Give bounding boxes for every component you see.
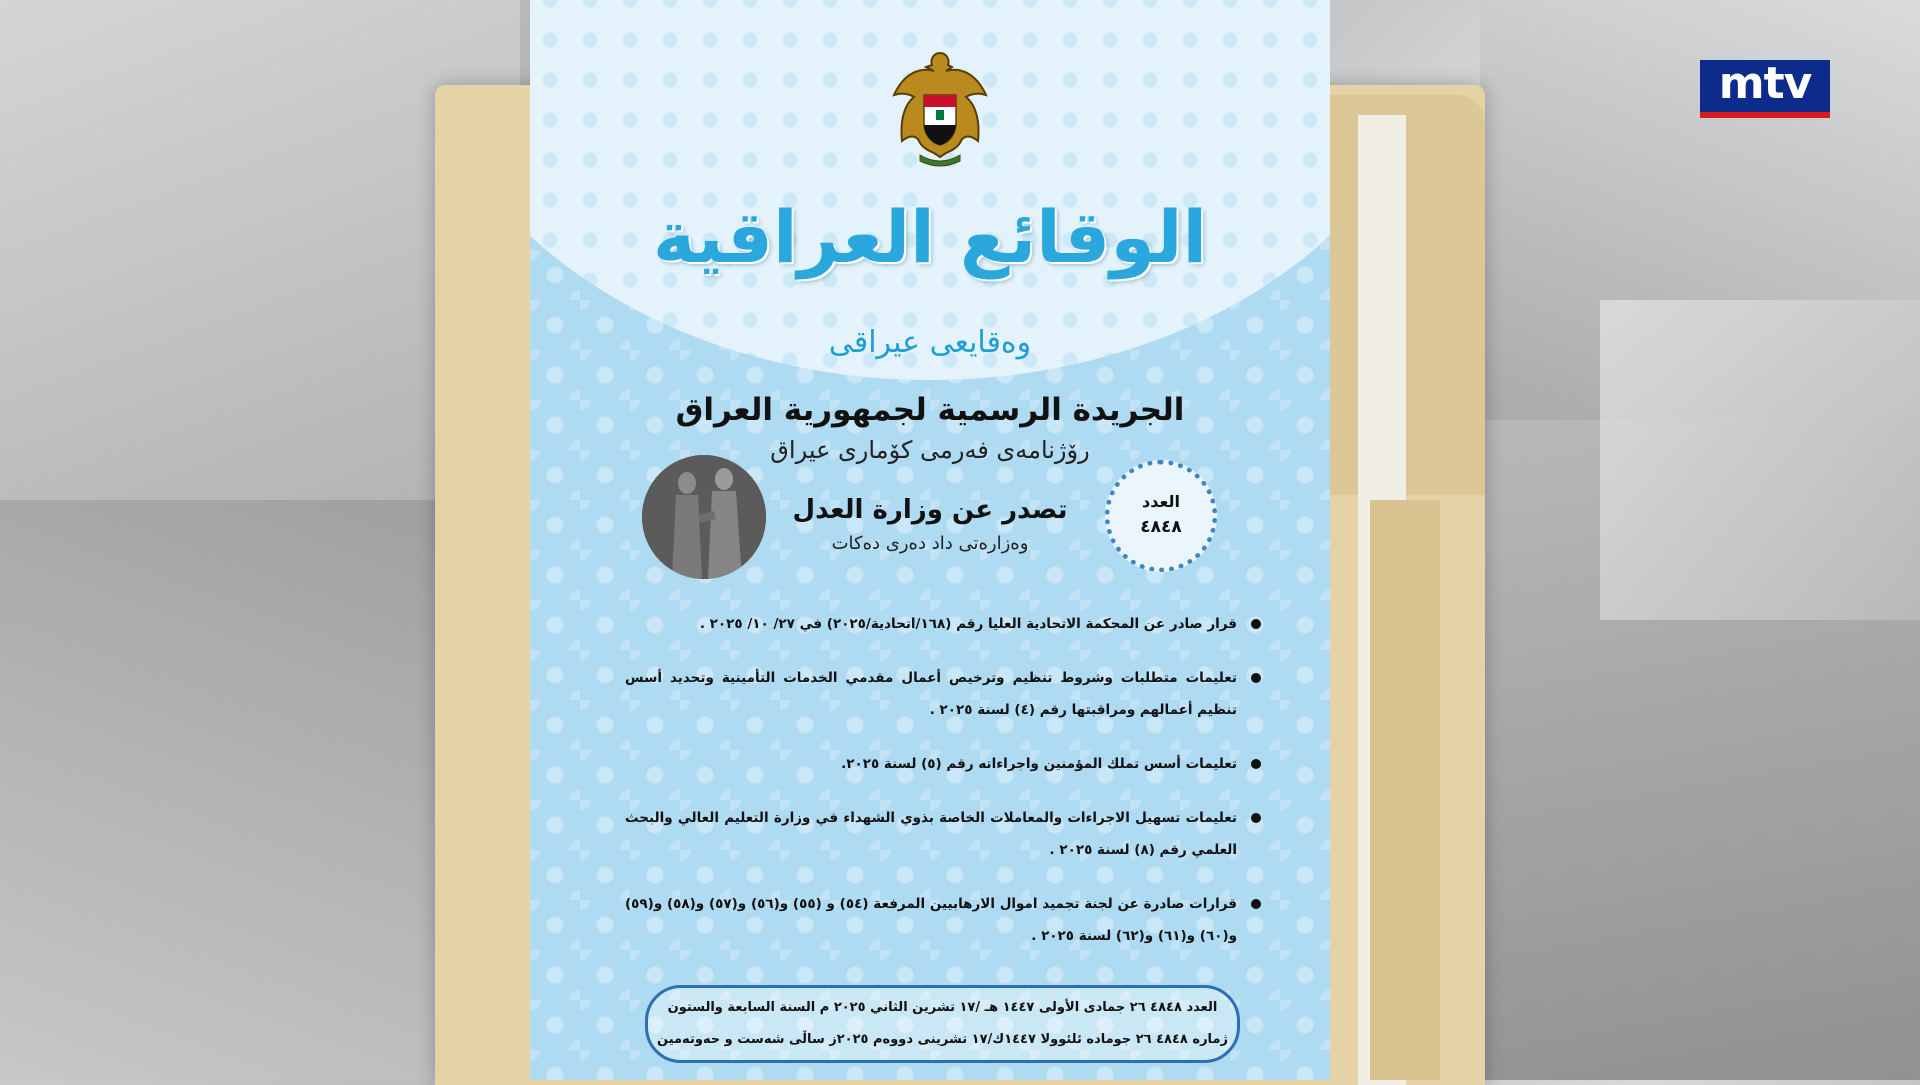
iraq-eagle-emblem-icon (890, 45, 990, 170)
list-item: تعليمات أسس تملك المؤمنين واجراءاته رقم (٥) لسنة ٢٠٢٥. (625, 748, 1265, 780)
gazette-subtitle-kurdish: رۆژنامەی فەرمی کۆماری عیراق (770, 436, 1090, 464)
gazette-title: الوقائع العراقية (652, 195, 1208, 279)
background-tile (1600, 300, 1920, 620)
issue-number: ٤٨٤٨ (1140, 517, 1182, 537)
folder-front (1370, 500, 1440, 1080)
gazette-title-kurdish: وەقایعی عیراقی (828, 325, 1032, 360)
list-item: تعليمات متطلبات وشروط تنظيم وترخيص أعمال مقدمي الخدمات التأمينية وتحديد أسس تنظيم أعمالهم ومراقبتها رقم (٤) لسنة ٢٠٢٥ . (625, 662, 1265, 726)
list-item: تعليمات تسهيل الاجراءات والمعاملات الخاصة بذوي الشهداء في وزارة التعليم العالي والبحث العلمي رقم (٨) لسنة ٢٠٢٥ . (625, 802, 1265, 866)
gazette-subtitle: الجريدة الرسمية لجمهورية العراق (675, 392, 1185, 428)
issue-badge (1105, 460, 1217, 572)
contents-list (625, 608, 1265, 974)
ancient-statue-image (642, 455, 766, 579)
channel-logo-text: mtv (1718, 58, 1812, 109)
ministry-line: تصدر عن وزارة العدل (792, 495, 1068, 525)
issue-footer (645, 985, 1240, 1063)
footer-line-arabic: العدد ٤٨٤٨ ٢٦ جمادى الأولى ١٤٤٧ هـ /١٧ تشرين الثاني ٢٠٢٥ م السنة السابعة والستون (667, 1000, 1218, 1015)
footer-line-kurdish: ژمارە ٤٨٤٨ ٢٦ جومادە ئلئوولا ١٤٤٧ك/١٧ تشرینی دووەم ٢٠٢٥ز ساڵی شەست و حەوتەمین (657, 1032, 1228, 1047)
list-item: قرارات صادرة عن لجنة تجميد اموال الارهابيين المرفعة (٥٤) و (٥٥) و(٥٦) و(٥٧) و(٥٨) و(٥٩) و(٦٠) و(٦١) و(٦٢) لسنة ٢٠٢٥ . (625, 888, 1265, 952)
ministry-line-kurdish: وەزارەتی داد دەری دەکات (831, 533, 1029, 554)
background-tile (0, 500, 440, 1080)
list-item: قرار صادر عن المحكمة الاتحادية العليا رقم (١٦٨/اتحادية/٢٠٢٥) في ٢٧/ ١٠/ ٢٠٢٥ . (625, 608, 1265, 640)
mtv-logo-icon (1700, 60, 1830, 118)
folder-tab (1330, 95, 1485, 495)
statue-figures-icon (642, 455, 766, 579)
issue-label: العدد (1142, 492, 1180, 511)
gazette-cover (530, 0, 1330, 1080)
